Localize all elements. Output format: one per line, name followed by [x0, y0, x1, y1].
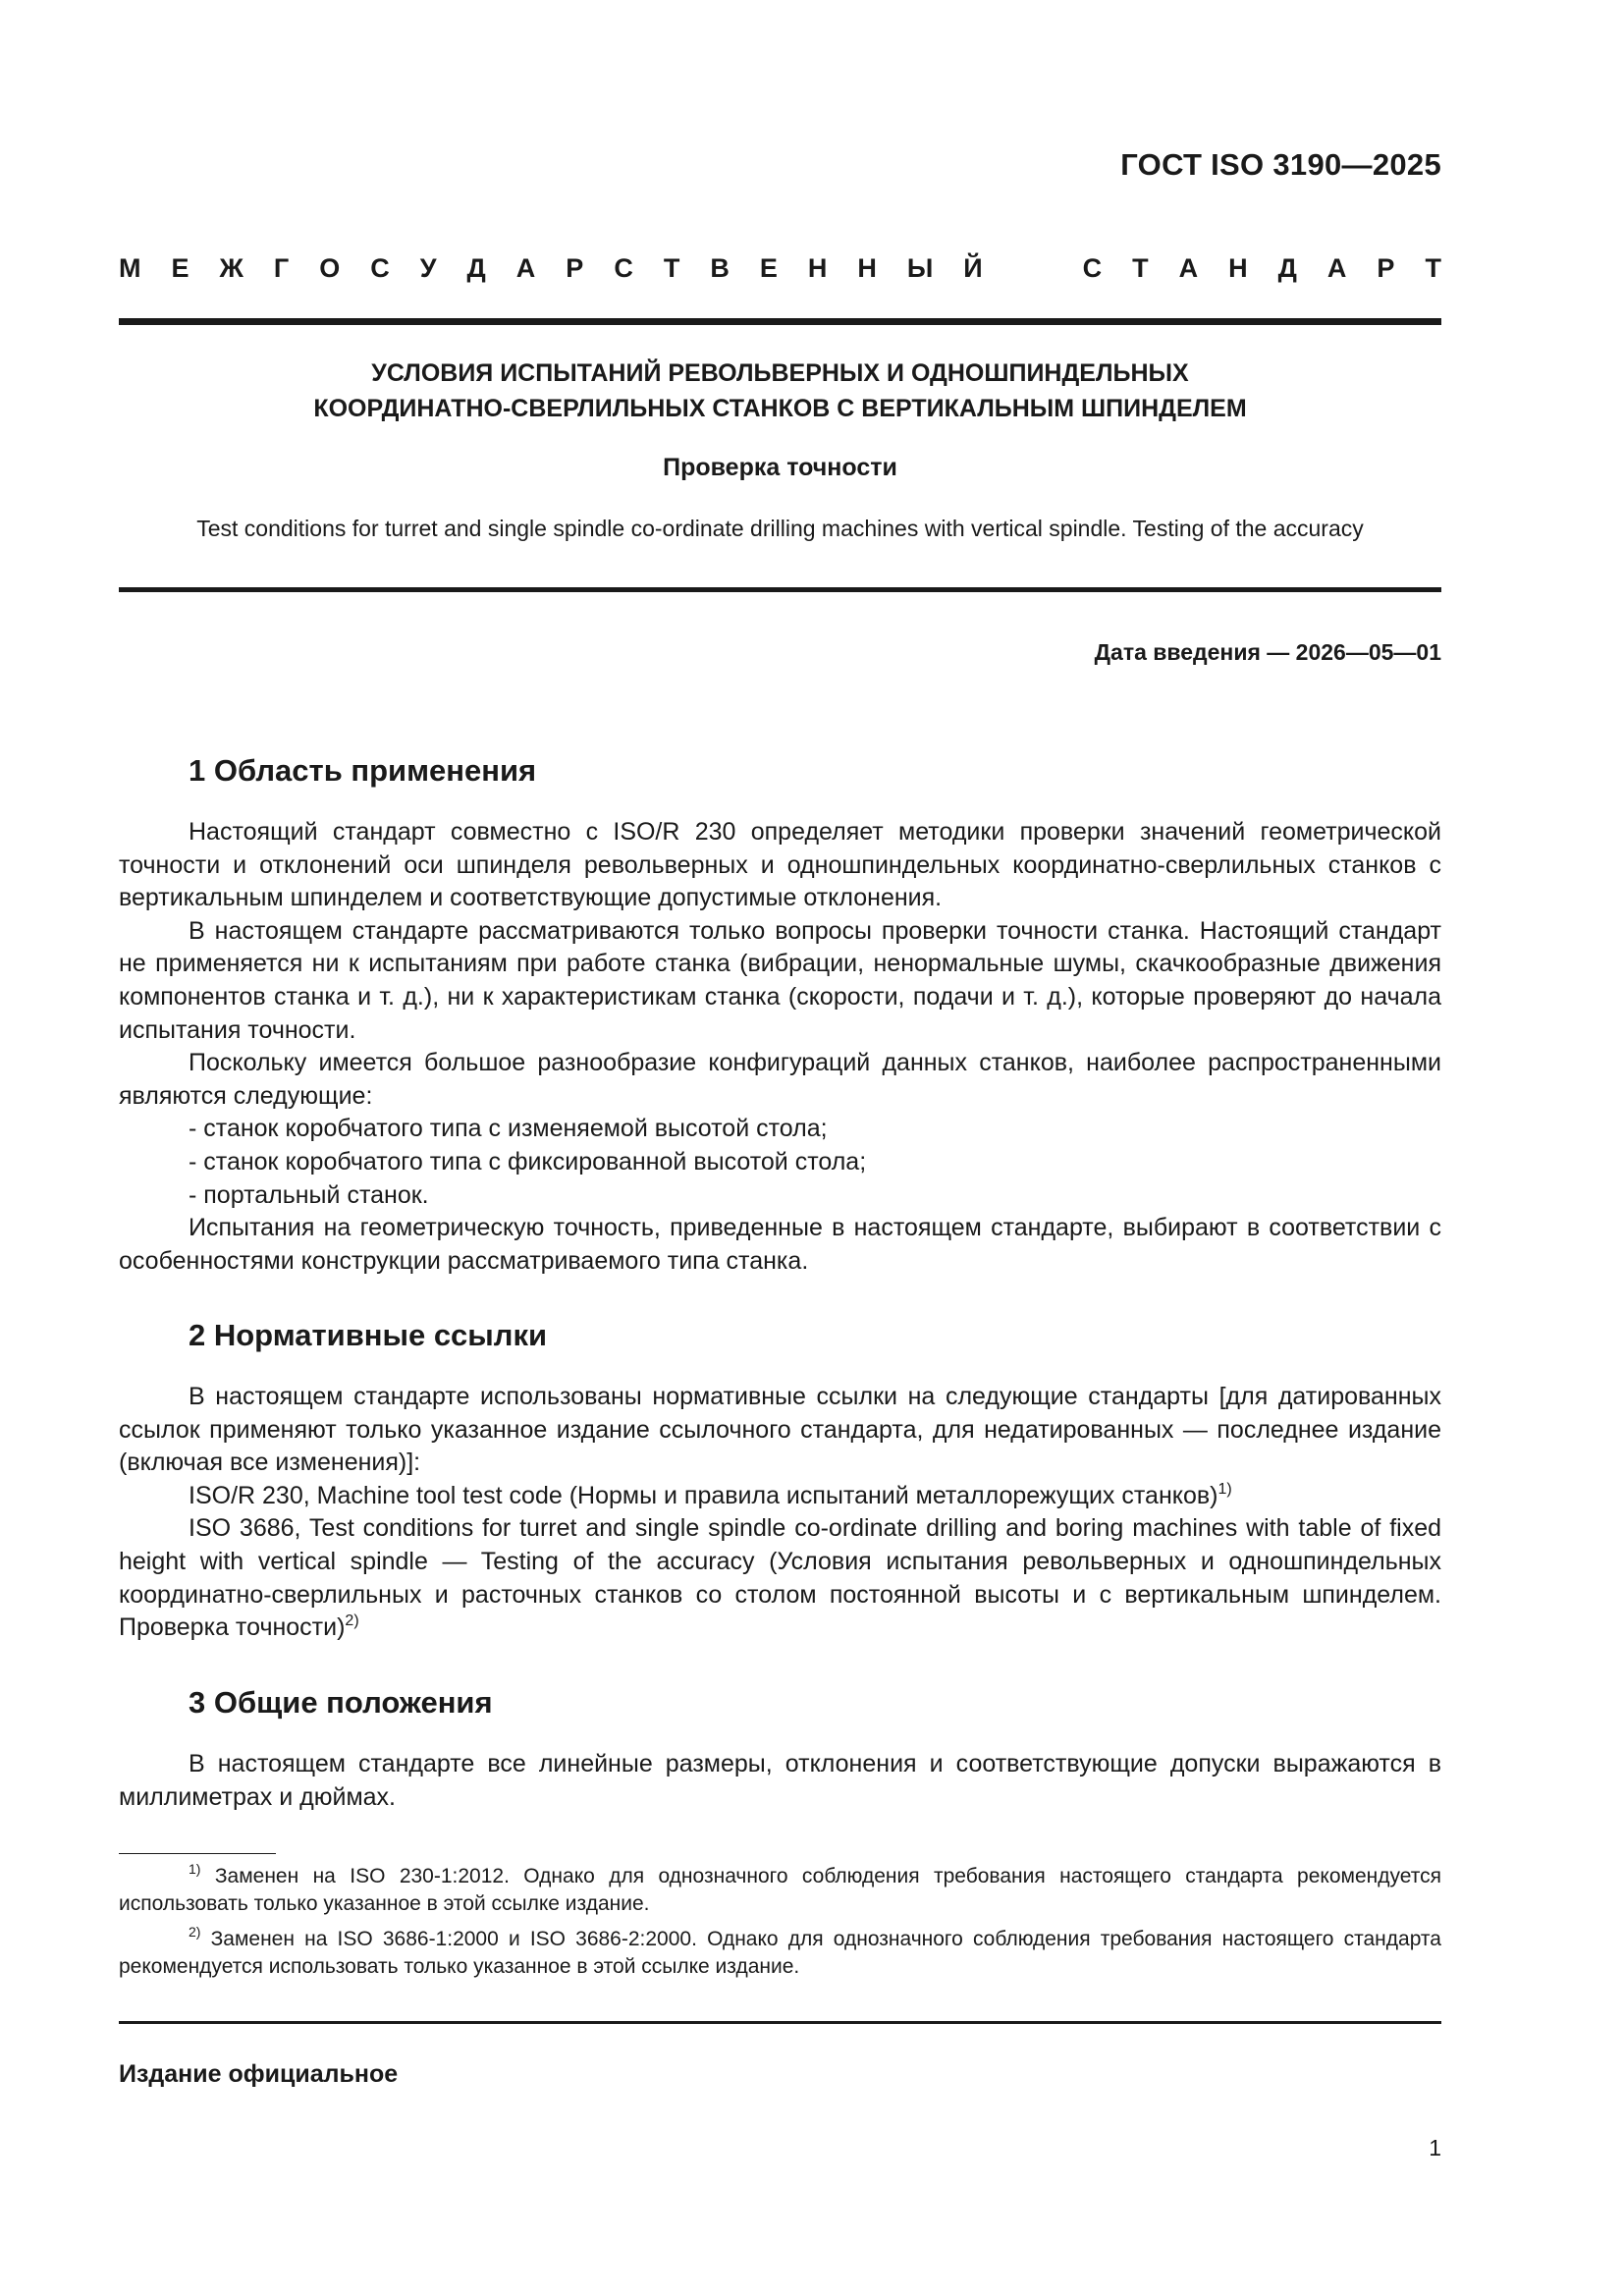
- footnote-marker: 1): [189, 1861, 201, 1877]
- footnotes: [119, 1863, 1441, 1989]
- document-page: [119, 0, 1441, 2296]
- paragraph: Настоящий стандарт совместно с ISO/R 230 определяет методики проверки значений геометрической точности и отклонений оси шпинделя револьверных и одношпиндельных координатно-сверлильных станков с вертикальным шпинделем и соответствующие допустимые отклонения.: [119, 818, 1441, 912]
- footnote-text: Заменен на ISO 230-1:2012. Однако для однозначного соблюдения требования настоящего стандарта рекомендуется использовать только указанное в этой ссылке издание.: [119, 1865, 1441, 1915]
- standard-type-letter: А: [515, 253, 536, 283]
- section-heading: 3 Общие положения: [189, 1685, 493, 1720]
- reference-item: [119, 1480, 1441, 1513]
- footnote: [119, 1926, 1441, 1981]
- document-subtitle-ru: Проверка точности: [663, 454, 897, 481]
- reference-item: [119, 1512, 1441, 1644]
- standard-type-letter: С: [614, 253, 633, 283]
- standard-type-letter: Е: [759, 253, 778, 283]
- list-item: - портальный станок.: [189, 1180, 429, 1209]
- paragraph: В настоящем стандарте использованы нормативные ссылки на следующие стандарты [для датированных ссылок применяют только указанное издание ссылочного стандарта, для недатированных — последнее издание (включая все изменения)]:: [119, 1383, 1441, 1477]
- section-scope: [119, 751, 1441, 1278]
- document-code: ГОСТ ISO 3190—2025: [1120, 147, 1441, 182]
- footnote: [119, 1863, 1441, 1918]
- standard-type-letter: Е: [171, 253, 189, 283]
- standard-type-letter: Н: [1228, 253, 1248, 283]
- section-heading: 1 Область применения: [189, 753, 537, 788]
- footnote-marker: 2): [345, 1613, 359, 1630]
- header-rule: [119, 318, 1441, 325]
- section-heading: 2 Нормативные ссылки: [189, 1318, 548, 1352]
- section-normative-references: [119, 1316, 1441, 1645]
- standard-type-letter: Р: [1377, 253, 1395, 283]
- paragraph: Поскольку имеется большое разнообразие конфигураций данных станков, наиболее распространенными являются следующие:: [119, 1049, 1441, 1110]
- standard-type-gap: [1013, 253, 1053, 284]
- section-general-provisions: [119, 1683, 1441, 1814]
- standard-type-letter: Т: [663, 253, 680, 283]
- page-number: 1: [1429, 2135, 1441, 2160]
- standard-type-letter: В: [710, 253, 730, 283]
- document-title-ru: [119, 355, 1441, 426]
- standard-type-letter: У: [419, 253, 437, 283]
- introduction-date: Дата введения — 2026—05—01: [1094, 639, 1441, 665]
- standard-type-letter: Р: [566, 253, 584, 283]
- standard-type-letter: А: [1326, 253, 1347, 283]
- standard-type-letter: Т: [1132, 253, 1149, 283]
- footnote-marker: 2): [189, 1924, 201, 1940]
- paragraph: В настоящем стандарте рассматриваются только вопросы проверки точности станка. Настоящий стандарт не применяется ни к испытаниям при работе станка (вибрации, ненормальные шумы, скачкообразные движения компонентов станка и т. д.), ни к характеристикам станка (скорости, подачи и т. д.), которые проверяют до начала испытания точности.: [119, 916, 1441, 1044]
- title-line-2: КООРДИНАТНО-СВЕРЛИЛЬНЫХ СТАНКОВ С ВЕРТИКАЛЬНЫМ ШПИНДЕЛЕМ: [313, 395, 1247, 422]
- standard-type-letter: Й: [963, 253, 983, 283]
- title-line-1: УСЛОВИЯ ИСПЫТАНИЙ РЕВОЛЬВЕРНЫХ И ОДНОШПИНДЕЛЬНЫХ: [371, 359, 1189, 387]
- footnote-marker: 1): [1217, 1480, 1232, 1498]
- footnote-separator: [119, 1853, 276, 1854]
- standard-type-letter: Г: [273, 253, 290, 283]
- standard-type-letter: О: [319, 253, 341, 283]
- standard-type-heading: [119, 253, 1441, 284]
- standard-type-letter: М: [119, 253, 141, 283]
- reference-text: ISO 3686, Test conditions for turret and single spindle co-ordinate drilling and boring machines with table of fixed height with vertical spindle — Testing of the accuracy (Условия испытания револьверных и одношпиндельных координатно-сверлильных и расточных станков со столом постоянной высоты и с вертикальным шпинделем. Проверка точности): [119, 1514, 1441, 1642]
- standard-type-letter: Д: [466, 253, 486, 283]
- standard-type-letter: Д: [1277, 253, 1297, 283]
- standard-type-letter: Н: [857, 253, 877, 283]
- standard-type-letter: С: [370, 253, 390, 283]
- paragraph: В настоящем стандарте все линейные размеры, отклонения и соответствующие допуски выражаются в миллиметрах и дюймах.: [119, 1750, 1441, 1811]
- standard-type-letter: Ы: [906, 253, 934, 283]
- footer-rule: [119, 2021, 1441, 2024]
- list-item: - станок коробчатого типа с фиксированной высотой стола;: [189, 1147, 867, 1175]
- standard-type-letter: Ж: [219, 253, 243, 283]
- standard-type-letter: Н: [807, 253, 828, 283]
- document-title-en: Test conditions for turret and single spindle co-ordinate drilling machines with vertical spindle. Testing of the accuracy: [196, 516, 1364, 541]
- title-rule: [119, 587, 1441, 592]
- paragraph: Испытания на геометрическую точность, приведенные в настоящем стандарте, выбирают в соответствии с особенностями конструкции рассматриваемого типа станка.: [119, 1214, 1441, 1275]
- standard-type-letter: А: [1178, 253, 1199, 283]
- list-item: - станок коробчатого типа с изменяемой высотой стола;: [189, 1115, 828, 1143]
- reference-text: ISO/R 230, Machine tool test code (Нормы и правила испытаний металлорежущих станков): [189, 1481, 1218, 1509]
- standard-type-letter: Т: [1425, 253, 1441, 283]
- standard-type-letter: С: [1082, 253, 1103, 283]
- edition-label: Издание официальное: [119, 2060, 399, 2088]
- footnote-text: Заменен на ISO 3686-1:2000 и ISO 3686-2:2000. Однако для однозначного соблюдения требования настоящего стандарта рекомендуется использовать только указанное в этой ссылке издание.: [119, 1928, 1441, 1978]
